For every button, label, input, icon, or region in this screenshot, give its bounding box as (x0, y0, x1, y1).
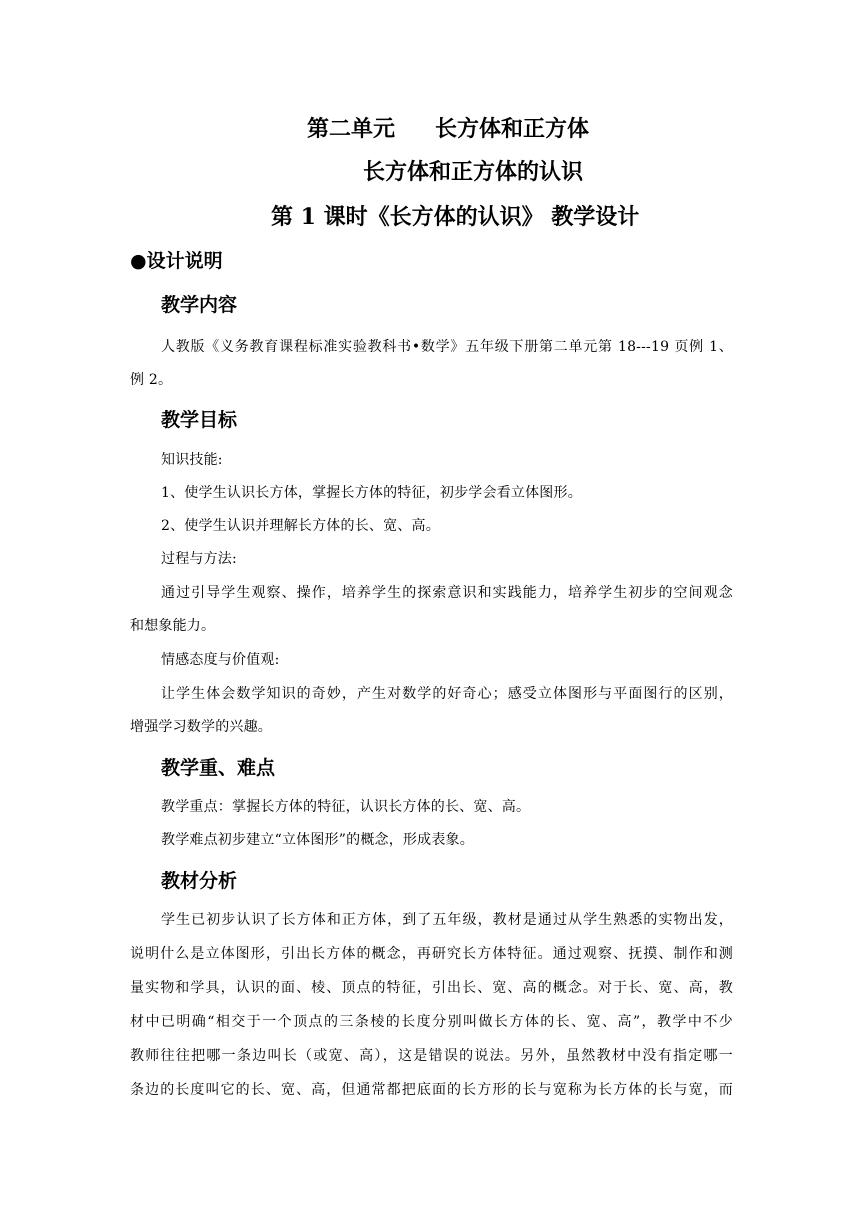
process-line-2: 和想象能力。 (130, 618, 216, 634)
process-line-1: 通过引导学生观察、操作，培养学生的探索意识和实践能力，培养学生初步的空间观念 (161, 585, 733, 601)
analysis-line-5: 教师往往把哪一条边叫长（或宽、高），这是错误的说法。另外，虽然教材中没有指定哪一 (130, 1048, 733, 1064)
knowledge-item-1: 1、使学生认识长方体，掌握长方体的特征，初步学会看立体图形。 (161, 485, 582, 501)
analysis-line-2: 说明什么是立体图形，引出长方体的概念，再研究长方体特征。通过观察、抚摸、制作和测 (130, 946, 733, 962)
analysis-line-6: 条边的长度叫它的长、宽、高，但通常都把底面的长方形的长与宽称为长方体的长与宽，而 (130, 1082, 733, 1098)
analysis-line-4: 材中已明确“相交于一个顶点的三条棱的长度分别叫做长方体的长、宽、高”，教学中不少 (130, 1014, 733, 1030)
content-line-2: 例 2。 (130, 372, 173, 388)
key-points-heading: 教学重、难点 (161, 757, 276, 779)
analysis-heading: 教材分析 (161, 870, 238, 892)
process-label: 过程与方法: (161, 551, 237, 567)
lesson-title: 第 1 课时《长方体的认识》 教学设计 (271, 204, 640, 230)
emotion-line-2: 增强学习数学的兴趣。 (130, 719, 272, 735)
analysis-line-1: 学生已初步认识了长方体和正方体，到了五年级，教材是通过从学生熟悉的实物出发， (161, 912, 733, 928)
unit-title: 第二单元 (307, 116, 396, 142)
teaching-difficulty: 教学难点初步建立“立体图形”的概念，形成表象。 (161, 832, 474, 848)
emotion-line-1: 让学生体会数学知识的奇妙，产生对数学的好奇心；感受立体图形与平面图行的区别， (161, 686, 733, 702)
teaching-focus: 教学重点：掌握长方体的特征，认识长方体的长、宽、高。 (161, 799, 531, 815)
unit-topic-title: 长方体和正方体 (435, 116, 590, 142)
emotion-label: 情感态度与价值观: (161, 652, 280, 668)
analysis-line-3: 量实物和学具，认识的面、棱、顶点的特征，引出长、宽、高的概念。对于长、宽、高，教 (130, 980, 733, 996)
content-line-1: 人教版《义务教育课程标准实验教科书•数学》五年级下册第二单元第 18---19 页例 1、 (161, 339, 733, 355)
content-heading: 教学内容 (161, 294, 238, 316)
knowledge-item-2: 2、使学生认识并理解长方体的长、宽、高。 (161, 518, 440, 534)
knowledge-label: 知识技能: (161, 452, 223, 468)
goals-heading: 教学目标 (161, 409, 238, 431)
subtitle: 长方体和正方体的认识 (363, 159, 584, 185)
section-design-heading: ●设计说明 (130, 250, 223, 272)
